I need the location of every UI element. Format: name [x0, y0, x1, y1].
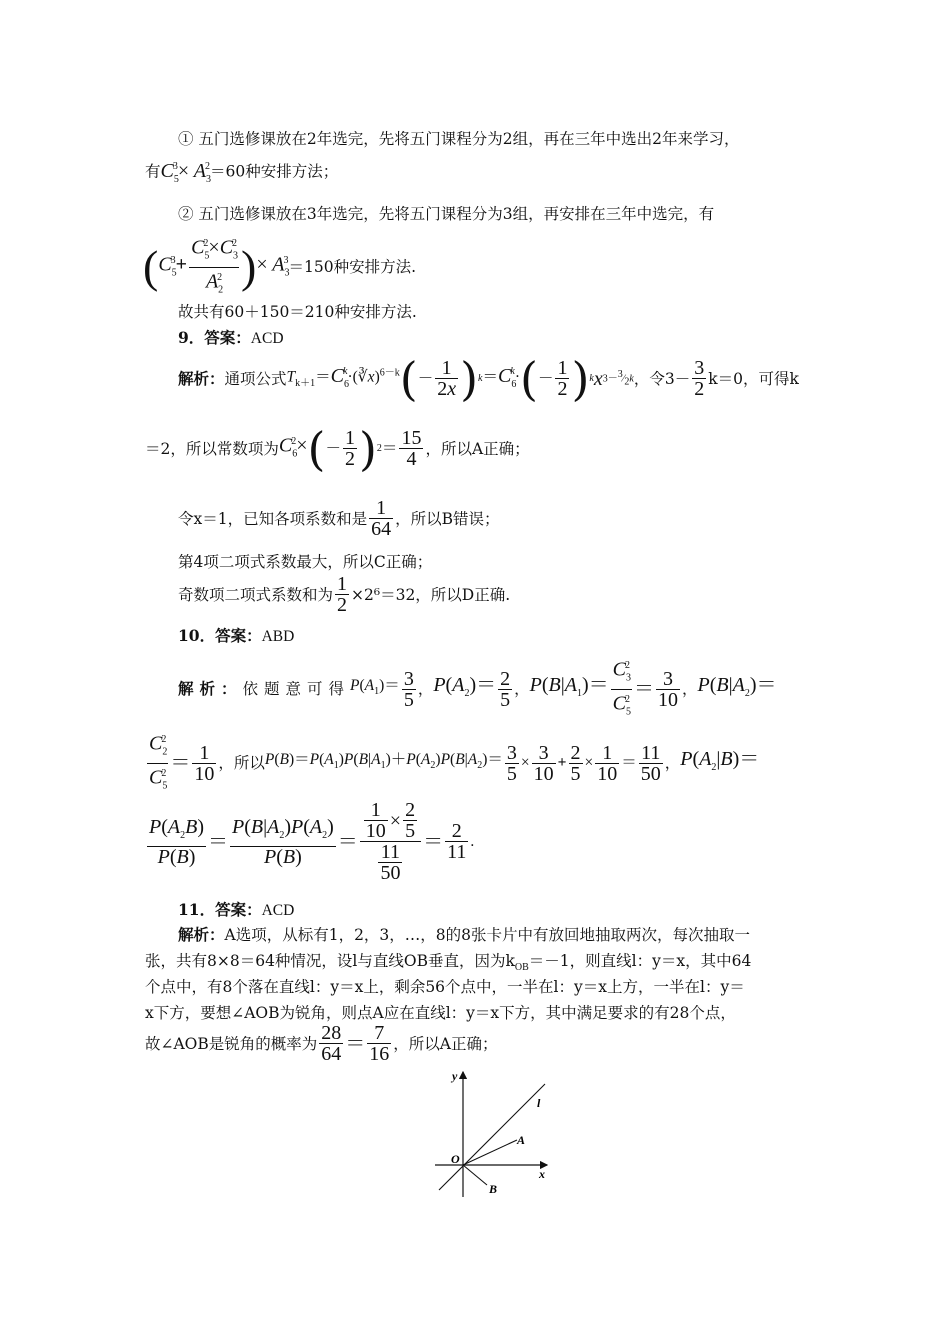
- q11-line5: 故∠AOB是锐角的概率为 $\frac{28}{64}$ ＝ $\frac{7}{16}$ ，所以A正确；: [145, 1022, 498, 1065]
- p1-line2: 有$C_5^3\times A_3^2=60$种安排方法；: [145, 159, 339, 185]
- line-l-label: l: [537, 1096, 541, 1110]
- segment-oa: [463, 1140, 517, 1165]
- q11-line4: x下方，要想∠AOB为锐角，则点A应在直线l：y＝x下方，其中满足要求的有28个点，: [145, 1004, 736, 1022]
- p1-line1: ① 五门选修课放在2年选完，先将五门课程分为2组，再在三年中选出2年来学习，: [178, 130, 740, 148]
- q9-analysis-d: 第4项二项式系数最大，所以C正确；: [178, 553, 433, 571]
- segment-ob: [463, 1165, 487, 1185]
- line-l: [439, 1084, 545, 1190]
- q10-analysis-c: $\frac{P(A_2B)}{P(B)}$ ＝ $\frac{P(B|A_2)P(A_2)}{P(B)}$ ＝ $\frac{1}{10}$ × $\frac{2}{5}$ $\frac{11}{50}$ ＝ $\frac{2}{11}$ .: [149, 799, 475, 884]
- q11-answer-line: 11．答案：ACD: [178, 900, 295, 919]
- point-b-label: B: [489, 1182, 498, 1196]
- q10-analysis-a: 解析： 依题意可得 $P(A_1)=$ $\frac{3}{5}$ ， $P(A_2)=$ $\frac{2}{5}$ ， $P(B|A_1)=$ $\frac{C_3^2}{C_5^2}$ ＝ $\frac{3}{10}$ ， $P(B|A_2)=$: [178, 656, 950, 712]
- q11-line1: 解析：A选项，从标有1，2，3，…，8的8张卡片中有放回地抽取两次，每次抽取一: [178, 925, 751, 944]
- point-a-label: A: [517, 1133, 526, 1147]
- origin-label: O: [451, 1152, 460, 1166]
- p2-line2: ( $C_5^3+$ $\frac{C_5^2\times C_3^2}{A_2^2}$ ) × $A_3^3$ ＝150种安排方法.: [143, 234, 950, 292]
- q9-analysis-e: 奇数项二项式系数和为 $\frac{1}{2}$ ×2⁶＝32，所以D正确.: [178, 573, 511, 616]
- q9-analysis-a: 解析： 通项公式 $T_{k+1}=C_6^k\cdot(∛x)^{6-k}$ ( － $\frac{1}{2x}$ ) k $=C_6^k\cdot$ ( － $\frac{1}{2}$ ) k x $3-^3⁄_2k$ ，令3－ $\frac{3}{2}$ k＝0，可得k: [178, 351, 799, 406]
- x-label: x: [539, 1167, 545, 1181]
- q11-line3: 个点中，有8个落在直线l：y＝x上，剩余56个点中，一半在l：y＝x上方，一半在l：y＝: [145, 978, 745, 996]
- q10-analysis-b: $\frac{C_2^2}{C_5^2}$ ＝ $\frac{1}{10}$ ，所以 $P(B)=P(A_1)P(B|A_1)+P(A_2)P(B|A_2)=$ $\frac{3}{5}$ × $\frac{3}{10}$ + $\frac{2}{5}$ × $\frac{1}{10}$ ＝ $\frac{11}{50}$ ， $P(A_2|B)=$: [145, 730, 950, 786]
- q9-analysis-c: 令x＝1，已知各项系数和是 $\frac{1}{64}$ ，所以B错误；: [178, 497, 500, 540]
- q10-answer-line: 10．答案：ABD: [178, 626, 295, 645]
- q9-answer-line: 9．答案：ACD: [178, 328, 284, 347]
- coordinate-figure: [425, 1062, 560, 1202]
- p2-line1: ② 五门选修课放在3年选完，先将五门课程分为3组，再安排在三年中选完，有: [178, 205, 715, 223]
- y-label: y: [452, 1069, 458, 1083]
- q11-line2: 张，共有8×8＝64种情况，设l与直线OB垂直，因为$k_{OB}=-1$，则直线l：y＝x，其中64: [145, 952, 752, 974]
- q9-analysis-b: ＝2，所以常数项为 $C_6^2\times$ ( － $\frac{1}{2}$ ) 2 ＝ $\frac{15}{4}$ ，所以A正确；: [145, 421, 530, 476]
- total-line: 故共有60＋150＝210种安排方法.: [178, 303, 417, 321]
